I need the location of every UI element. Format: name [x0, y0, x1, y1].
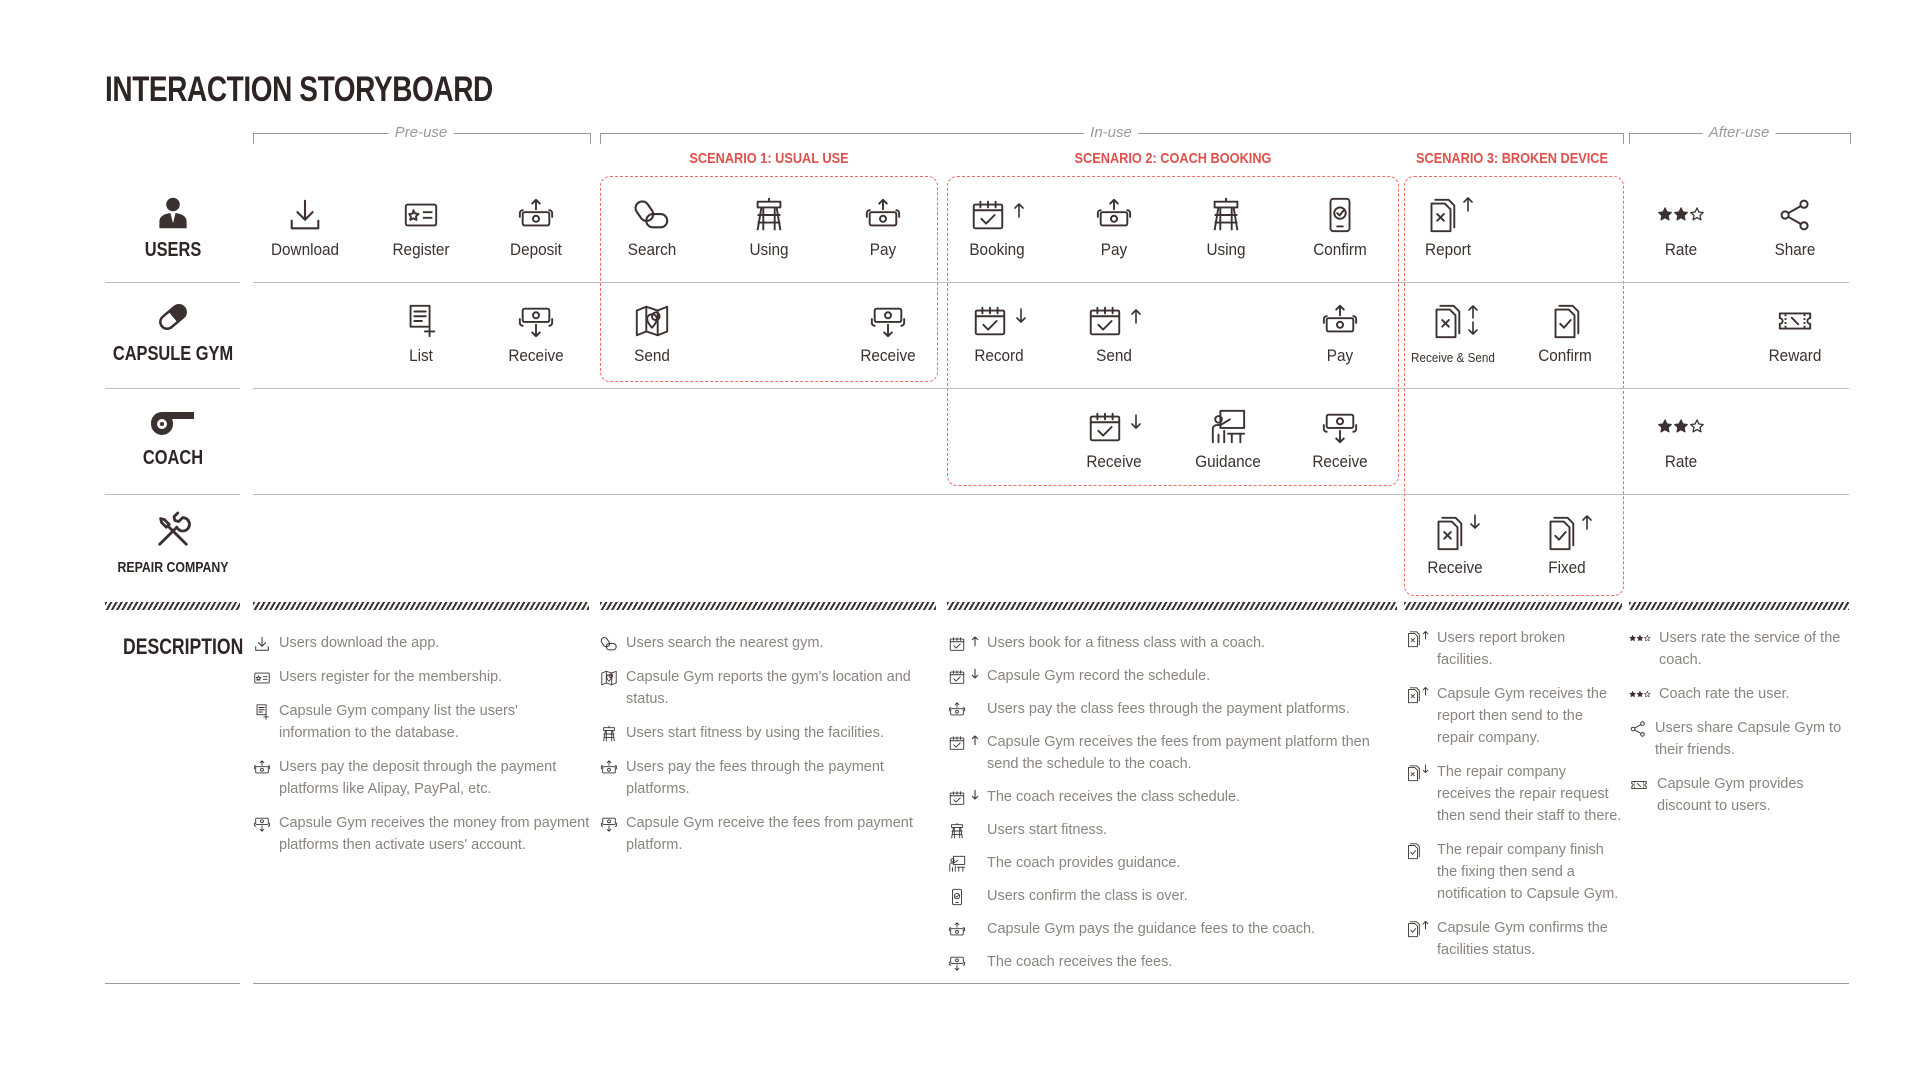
description-item: Users pay the fees through the payment platforms. — [600, 756, 940, 800]
description-item: Users rate the service of the coach. — [1629, 627, 1851, 671]
action-report: Report — [1388, 196, 1508, 260]
arrow-up-icon — [971, 635, 979, 647]
action-search: Search — [592, 196, 712, 260]
hatch-band — [253, 602, 589, 610]
map-pin-icon — [633, 302, 671, 340]
description-item: Users confirm the class is over. — [947, 885, 1399, 907]
capsule-icon — [155, 300, 191, 334]
row-divider-role — [105, 494, 240, 495]
description-heading: DESCRIPTION — [123, 634, 244, 659]
calendar-icon — [947, 635, 967, 653]
action-pay: Pay — [823, 196, 943, 260]
role-label-coach: COACH — [142, 447, 204, 469]
money-in-icon — [517, 302, 555, 340]
broken-report-icon — [1404, 630, 1422, 648]
action-register: Register — [361, 196, 481, 260]
money-out-icon — [600, 759, 618, 777]
calendar-icon — [1086, 408, 1124, 446]
action-coach-receive-schedule: Receive — [1054, 408, 1174, 472]
description-item: The coach provides guidance. — [947, 852, 1399, 874]
row-divider — [253, 282, 1849, 283]
calendar-icon — [947, 734, 967, 752]
share-icon — [1629, 720, 1647, 738]
gym-machine-icon — [1207, 196, 1245, 234]
role-label-repair-company: REPAIR COMPANY — [117, 559, 229, 576]
doc-check-icon — [1546, 302, 1584, 340]
coupon-icon — [1629, 776, 1649, 794]
arrow-up-icon — [1422, 920, 1429, 930]
action-gym-receive-deposit: Receive — [476, 302, 596, 366]
arrow-updown-icon — [1467, 304, 1479, 336]
arrow-up-icon — [1422, 686, 1429, 696]
hatch-band — [600, 602, 936, 610]
description-item: Capsule Gym provides discount to users. — [1629, 773, 1851, 817]
in-use-label: In-use — [1084, 124, 1138, 141]
role-capsule-gym — [98, 300, 248, 366]
description-item: Capsule Gym confirms the facilities status. — [1404, 917, 1622, 961]
arrow-down-icon — [1422, 764, 1429, 774]
description-item: Users share Capsule Gym to their friends. — [1629, 717, 1851, 761]
description-item: Users search the nearest gym. — [600, 632, 940, 654]
calendar-icon — [1086, 302, 1124, 340]
description-after-use — [1629, 627, 1851, 829]
action-gym-pay-coach: Pay — [1280, 302, 1400, 366]
hatch-band — [1404, 602, 1622, 610]
coach-board-icon — [1209, 408, 1247, 446]
arrow-down-icon — [1130, 414, 1142, 430]
money-out-icon — [947, 701, 967, 719]
description-item: Capsule Gym receives the fees from payment platform then send the schedule to the coach. — [947, 731, 1399, 775]
description-item: Coach rate the user. — [1629, 683, 1851, 705]
coach-board-icon — [947, 855, 967, 873]
arrow-down-icon — [971, 789, 979, 801]
arrow-down-icon — [1469, 514, 1481, 530]
calendar-icon — [947, 789, 967, 807]
description-item: Users pay the deposit through the payment platforms like Alipay, PayPal, etc. — [253, 756, 593, 800]
money-out-icon — [517, 196, 555, 234]
doc-check-icon — [1541, 514, 1579, 552]
action-rate-user: Rate — [1621, 196, 1741, 260]
action-list: List — [361, 302, 481, 366]
description-item: Capsule Gym receives the money from payment platforms then activate users' account. — [253, 812, 593, 856]
description-item: Users start fitness by using the facilities. — [600, 722, 940, 744]
role-label-users: USERS — [144, 239, 202, 261]
action-gym-reward: Reward — [1735, 302, 1855, 366]
description-item: Users register for the membership. — [253, 666, 593, 688]
money-out-icon — [864, 196, 902, 234]
member-card-icon — [401, 196, 441, 234]
arrow-up-icon — [1130, 308, 1142, 324]
money-in-icon — [1321, 408, 1359, 446]
rating-stars-icon — [1629, 690, 1651, 700]
description-scenario-1 — [600, 632, 940, 868]
action-gym-confirm: Confirm — [1505, 302, 1625, 366]
map-pin-icon — [600, 669, 618, 687]
gym-machine-icon — [947, 822, 967, 840]
broken-report-icon — [1427, 302, 1465, 340]
pre-use-label: Pre-use — [389, 124, 454, 141]
list-add-icon — [402, 302, 440, 340]
action-using-class: Using — [1166, 196, 1286, 260]
phone-check-icon — [1321, 196, 1359, 234]
money-in-icon — [869, 302, 907, 340]
role-repair-company — [98, 512, 248, 576]
bottom-rule-role — [105, 983, 240, 984]
money-out-icon — [1321, 302, 1359, 340]
description-item: The repair company receives the repair request then send their staff to there. — [1404, 761, 1622, 827]
phone-check-icon — [947, 888, 967, 906]
calendar-icon — [971, 302, 1009, 340]
role-coach — [98, 408, 248, 470]
description-scenario-2 — [947, 632, 1399, 984]
description-item: Users book for a fitness class with a coach. — [947, 632, 1399, 654]
calendar-icon — [947, 668, 967, 686]
arrow-up-icon — [971, 734, 979, 746]
action-gym-record: Record — [939, 302, 1059, 366]
tools-icon — [154, 512, 192, 550]
action-gym-send-schedule: Send — [1054, 302, 1174, 366]
action-using: Using — [709, 196, 829, 260]
description-item: Users download the app. — [253, 632, 593, 654]
whistle-icon — [148, 408, 198, 438]
description-pre-use — [253, 632, 593, 868]
description-item: Capsule Gym receives the report then send to the repair company. — [1404, 683, 1622, 749]
row-divider-role — [105, 388, 240, 389]
scenario-1-label: SCENARIO 1: USUAL USE — [689, 150, 849, 167]
description-item: Capsule Gym pays the guidance fees to the coach. — [947, 918, 1399, 940]
arrow-up-icon — [1422, 630, 1429, 640]
broken-report-icon — [1422, 196, 1460, 234]
description-item: The repair company finish the fixing then send a notification to Capsule Gym. — [1404, 839, 1622, 905]
arrow-down-icon — [1015, 308, 1027, 324]
action-gym-receive-fees: Receive — [828, 302, 948, 366]
arrow-up-icon — [1581, 514, 1593, 530]
money-in-icon — [947, 954, 967, 972]
share-icon — [1777, 196, 1813, 234]
coupon-icon — [1776, 302, 1814, 340]
action-share: Share — [1735, 196, 1855, 260]
description-item: Users start fitness. — [947, 819, 1399, 841]
scenario-2-label: SCENARIO 2: COACH BOOKING — [1074, 150, 1272, 167]
broken-report-icon — [1404, 764, 1422, 782]
download-icon — [253, 635, 271, 653]
bottom-rule — [253, 983, 1849, 984]
hatch-band — [105, 602, 240, 610]
description-item: Users pay the class fees through the payment platforms. — [947, 698, 1399, 720]
arrow-down-icon — [971, 668, 979, 680]
role-label-capsule-gym: CAPSULE GYM — [112, 343, 234, 365]
gym-machine-icon — [750, 196, 788, 234]
role-users — [98, 196, 248, 262]
rating-stars-icon — [1657, 206, 1705, 226]
action-repair-receive: Receive — [1395, 514, 1515, 578]
action-booking: Booking — [937, 196, 1057, 260]
action-deposit: Deposit — [476, 196, 596, 260]
action-download: Download — [245, 196, 365, 260]
row-divider-role — [105, 282, 240, 283]
doc-check-icon — [1404, 920, 1422, 938]
page-title: INTERACTION STORYBOARD — [105, 70, 493, 109]
list-add-icon — [253, 703, 271, 721]
description-scenario-3 — [1404, 627, 1622, 973]
rating-stars-icon — [1629, 634, 1651, 644]
description-item: Users report broken facilities. — [1404, 627, 1622, 671]
user-icon — [156, 196, 190, 230]
action-gym-send-location: Send — [592, 302, 712, 366]
gym-machine-icon — [600, 725, 618, 743]
arrow-up-icon — [1462, 196, 1474, 212]
after-use-label: After-use — [1703, 124, 1776, 141]
description-item: Capsule Gym receive the fees from payment platform. — [600, 812, 940, 856]
capsule-search-icon — [633, 196, 671, 234]
description-item: Capsule Gym record the schedule. — [947, 665, 1399, 687]
hatch-band — [947, 602, 1397, 610]
arrow-up-icon — [1013, 202, 1025, 218]
description-item: The coach receives the fees. — [947, 951, 1399, 973]
action-coach-rate: Rate — [1621, 408, 1741, 472]
hatch-band — [1629, 602, 1849, 610]
download-icon — [286, 196, 324, 234]
broken-report-icon — [1429, 514, 1467, 552]
description-item: Capsule Gym reports the gym's location and status. — [600, 666, 940, 710]
row-divider — [253, 494, 1849, 495]
broken-report-icon — [1404, 686, 1422, 704]
action-coach-guidance: Guidance — [1168, 408, 1288, 472]
description-item: Capsule Gym company list the users' information to the database. — [253, 700, 593, 744]
money-out-icon — [253, 759, 271, 777]
row-divider — [253, 388, 1849, 389]
money-out-icon — [947, 921, 967, 939]
action-repair-fixed: Fixed — [1507, 514, 1627, 578]
capsule-search-icon — [600, 635, 618, 653]
member-card-icon — [253, 669, 271, 687]
description-item: The coach receives the class schedule. — [947, 786, 1399, 808]
money-in-icon — [600, 815, 618, 833]
action-confirm: Confirm — [1280, 196, 1400, 260]
action-coach-receive-fees: Receive — [1280, 408, 1400, 472]
money-in-icon — [253, 815, 271, 833]
calendar-icon — [969, 196, 1007, 234]
money-out-icon — [1095, 196, 1133, 234]
action-pay-class: Pay — [1054, 196, 1174, 260]
rating-stars-icon — [1657, 418, 1705, 438]
action-gym-receive-send: Receive & Send — [1393, 302, 1513, 365]
doc-check-icon — [1404, 842, 1422, 860]
scenario-3-label: SCENARIO 3: BROKEN DEVICE — [1416, 150, 1608, 167]
